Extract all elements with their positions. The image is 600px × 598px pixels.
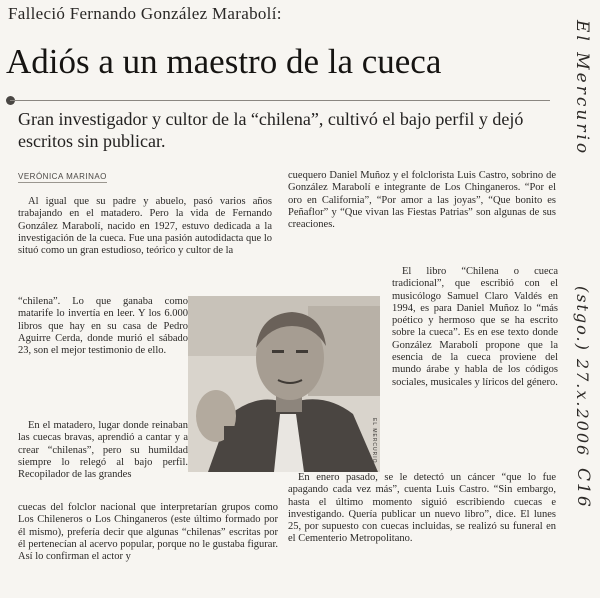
- handwritten-date: [573, 286, 592, 457]
- portrait-image: [188, 296, 380, 472]
- body-paragraph-3: cuequero Daniel Muñoz y el folclorista Luis Castro, sobrino de González Marabolí e integrante de Los Chinganeros. “Por el oro en California”, “Por amor a las joyas”, “Que bonito es Peñaflor” y “Que vivan las Fiestas Patrias” son algunas de sus creaciones.: [288, 170, 556, 231]
- body-paragraph-1: Al igual que su padre y abuelo, pasó varios años trabajando en el matadero. Pero la vida de Fernando González Marabolí, nacido en 1927, estuvo dedicada a la investigación de la cueca. Fue una pasión autodidacta que lo situó como un gran estudioso, teórico y cultor de la: [18, 196, 272, 257]
- handwritten-edition: (stgo.): [573, 286, 592, 352]
- article-byline: VERÓNICA MARINAO: [18, 172, 107, 181]
- handwritten-date-value: 27.x.2006: [573, 358, 592, 458]
- article-headline: Adiós a un maestro de la cueca: [6, 42, 442, 81]
- body-paragraph-4: El libro “Chilena o cueca tradicional”, que escribió con el musicólogo Samuel Claro Valdés en 1994, es para Daniel Muñoz lo “más poético y hermoso que se ha escrito sobre la cueca”. Es en ese texto donde González Marabolí propone que la esencia de la cueca proviene del mundo árabe y habla de los códigos sociales, musicales y líricos del género.: [392, 266, 558, 388]
- handwritten-page: C16: [573, 468, 593, 509]
- headline-rule: [10, 100, 550, 101]
- article-deck: Gran investigador y cultor de la “chilena”, cultivó el bajo perfil y dejó escritos sin publicar.: [18, 109, 524, 151]
- body-paragraph-2-cont: cuecas del folclor nacional que interpretarían grupos como Los Chileneros o Los Chinganeros (este último formado por él mismo), prefería decir que algunas “chilenas” escritas por él pertenecían al acervo popular, porque no le gustaba figurar. Así lo confirman el actor y: [18, 502, 278, 563]
- body-paragraph-5: En enero pasado, se le detectó un cáncer “que lo fue apagando cada vez más”, cuenta Luis Castro. “Sin embargo, hasta el último momento siguió escribiendo cuecas e investigando. Quería publicar un nuevo libro”, dice. El lunes 25, por supuesto con cuecas incluidas, se realizó su funeral en el Cementerio Metropolitano.: [288, 472, 556, 545]
- article-kicker: Falleció Fernando González Marabolí:: [8, 4, 282, 23]
- handwritten-newspaper-name: El Mercurio: [572, 20, 592, 157]
- portrait-photo: [188, 296, 380, 472]
- body-paragraph-1-cont: “chilena”. Lo que ganaba como matarife lo invertía en leer. Y los 6.000 libros que hay en su casa de Pedro Aguirre Cerda, donde murió el sábado 23, son el mejor testimonio de ello.: [18, 296, 188, 357]
- body-paragraph-2: En el matadero, lugar donde reinaban las cuecas bravas, aprendió a cantar y a crear “chilenas”, pero su humildad siempre lo relegó al bajo perfil. Recopilador de las grandes: [18, 420, 188, 481]
- photo-credit: EL MERCURIO: [371, 418, 377, 464]
